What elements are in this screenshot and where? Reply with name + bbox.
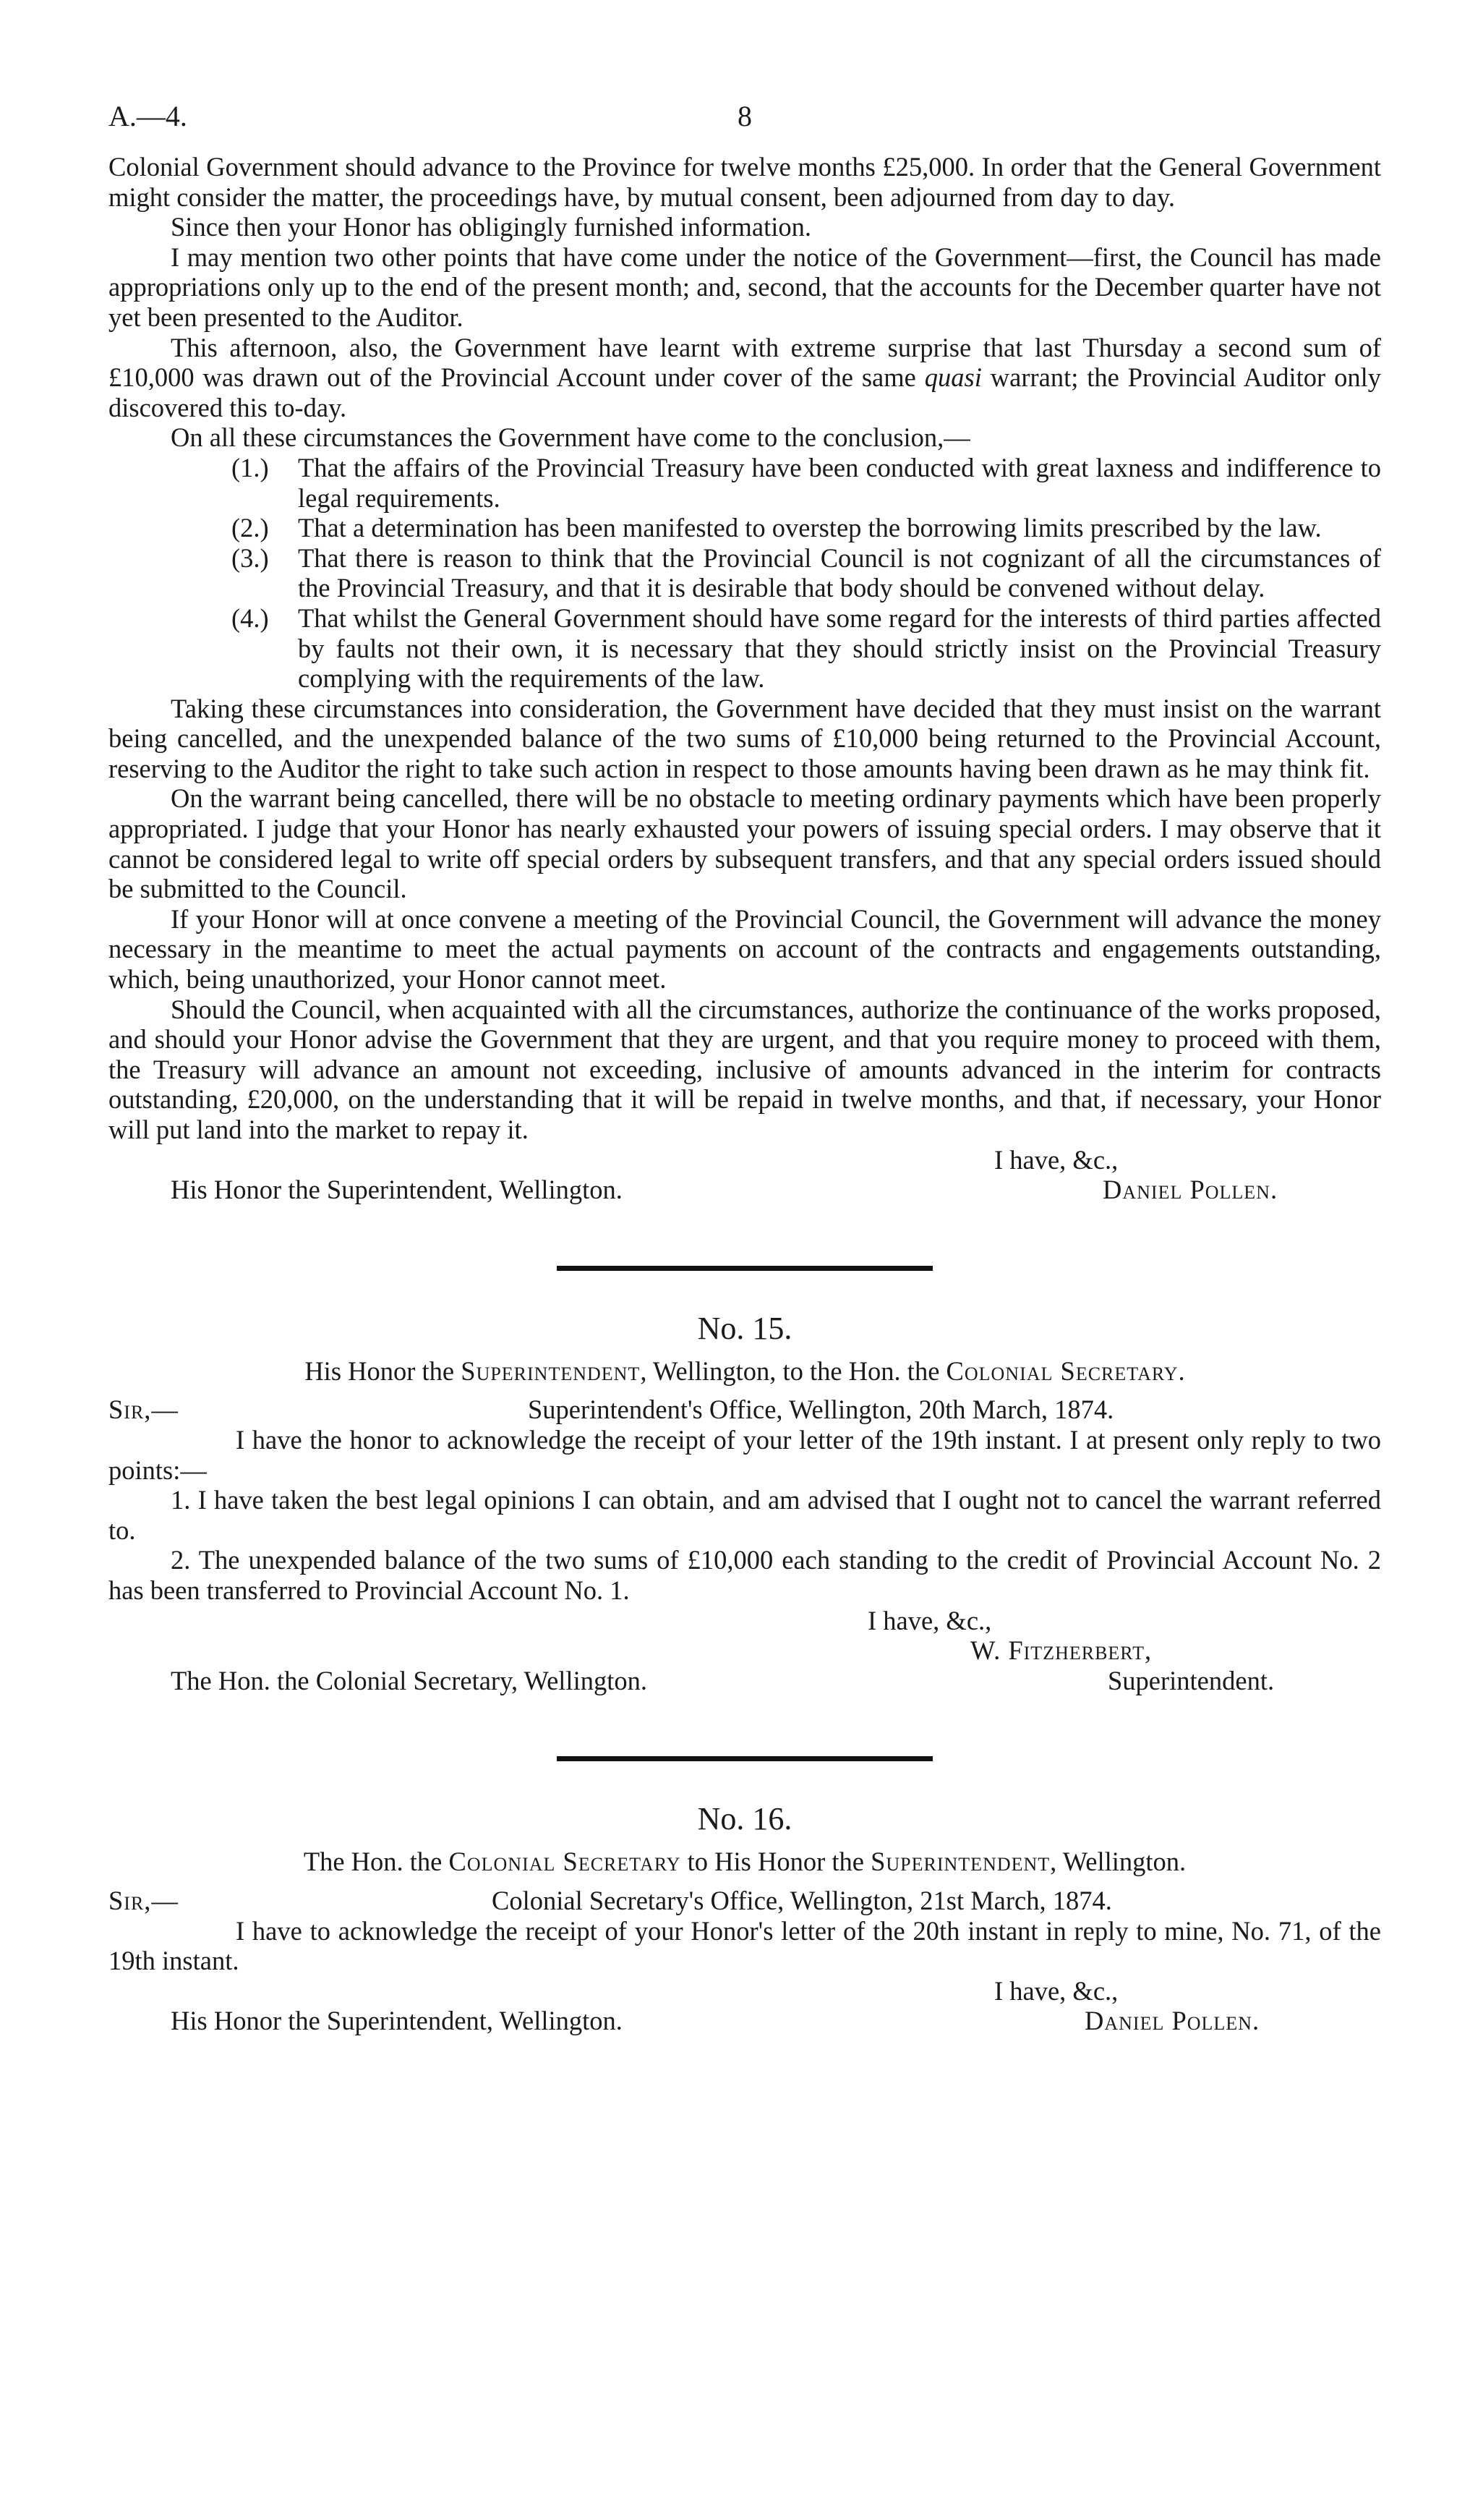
letter-number: No. 15.	[697, 1310, 792, 1346]
letter-16	[108, 1800, 1381, 2036]
page-number: 8	[738, 100, 752, 132]
paragraph: On the warrant being cancelled, there will be no obstacle to meeting ordinary payments which have been properly appropriated. I judge that your Honor has nearly exhausted your powers of issuing special orders. I may observe that it cannot be considered legal to write off special orders by subsequent transfers, and that any special orders issued should be submitted to the Council.	[108, 783, 1381, 904]
paragraph: I have the honor to acknowledge the receipt of your letter of the 19th instant. I at present only reply to two points:—	[108, 1424, 1381, 1485]
paragraph: 2. The unexpended balance of the two sums of £10,000 each standing to the credit of Provincial Account No. 2 has been transferred to Provincial Account No. 1.	[108, 1545, 1381, 1605]
addressee-row	[108, 1666, 1381, 1696]
addressee: His Honor the Superintendent, Wellington.	[171, 2006, 623, 2036]
section-divider	[557, 1756, 933, 1761]
place-date: Superintendent's Office, Wellington, 20th March, 1874.	[528, 1395, 1114, 1425]
addressee: The Hon. the Colonial Secretary, Wellington.	[171, 1665, 647, 1695]
paragraph: Since then your Honor has obligingly furnished information.	[171, 212, 811, 242]
signature: W. Fitzherbert,	[970, 1635, 1153, 1666]
addressee-row	[108, 1175, 1381, 1205]
letter-15	[108, 1310, 1381, 1696]
paragraph: Taking these circumstances into consideration, the Government have decided that they must insist on the warrant being cancelled, and the unexpended balance of the two sums of £10,000 being returned to the Provincial Account, reserving to the Auditor the right to take such action in respect to those amounts having been drawn as he may think fit.	[108, 693, 1381, 783]
list-item	[108, 453, 1381, 513]
list-text: That whilst the General Government should have some regard for the interests of third parties affected by faults not their own, it is necessary that they should strictly insist on the Provincial Treasury complying with the requirements of the law.	[298, 603, 1381, 694]
place-date: Colonial Secretary's Office, Wellington, 21st March, 1874.	[492, 1885, 1112, 1915]
closing: I have, &c.,	[868, 1605, 992, 1635]
closing: I have, &c.,	[994, 1975, 1119, 2006]
closing: I have, &c.,	[994, 1144, 1119, 1175]
document-reference: A.—4.	[108, 100, 187, 132]
signature: Daniel Pollen.	[1103, 1175, 1278, 1205]
letter-address: The Hon. the Colonial Secretary to His Honor the Superintendent, Wellington.	[303, 1847, 1187, 1877]
list-item	[108, 603, 1381, 694]
salutation-row	[108, 1395, 1381, 1425]
paragraph: I may mention two other points that have come under the notice of the Government—first, the Council has made appropriations only up to the end of the present month; and, second, that the accounts for the December quarter have not yet been presented to the Auditor.	[108, 242, 1381, 332]
signature-row	[108, 1635, 1381, 1666]
list-number: (2.)	[231, 513, 269, 543]
paragraph: Should the Council, when acquainted with all the circumstances, authorize the continuance of the works proposed, and should your Honor advise the Government that they are urgent, and that you require money to proceed with them, the Treasury will advance an amount not exceeding, inclusive of amounts advanced in the interim for contracts outstanding, £20,000, on the understanding that it will be repaid in twelve months, and that, if necessary, your Honor will put land into the market to repay it.	[108, 994, 1381, 1144]
addressee-row	[108, 2006, 1381, 2036]
paragraph: If your Honor will at once convene a meeting of the Provincial Council, the Government will advance the money necessary in the meantime to meet the actual payments on account of the contracts and engagements outstanding, which, being unauthorized, your Honor cannot meet.	[108, 903, 1381, 995]
signature-title: Superintendent.	[1108, 1665, 1275, 1695]
paragraph: 1. I have taken the best legal opinions I can obtain, and am advised that I ought not to cancel the warrant referred to.	[108, 1485, 1381, 1545]
closing-row	[108, 1976, 1381, 2006]
letter-number: No. 16.	[697, 1801, 792, 1837]
letter-address: His Honor the Superintendent, Wellington, to the Hon. the Colonial Secretary.	[304, 1355, 1185, 1386]
list-text: That there is reason to think that the Provincial Council is not cognizant of all the circumstances of the Provincial Treasury, and that it is desirable that body should be convened without delay.	[298, 542, 1381, 603]
closing-row	[108, 1606, 1381, 1636]
section-divider	[557, 1266, 933, 1271]
page-header	[108, 101, 1381, 152]
closing-row	[108, 1145, 1381, 1175]
italic-word: quasi	[924, 362, 982, 393]
list-number: (3.)	[231, 542, 269, 573]
list-number: (1.)	[231, 452, 269, 482]
list-text: That a determination has been manifested to overstep the borrowing limits prescribed by the law.	[298, 513, 1322, 543]
document-page	[108, 101, 1381, 2036]
list-number: (4.)	[231, 603, 269, 633]
letter-14-continuation	[108, 152, 1381, 1205]
conclusion-list	[108, 453, 1381, 694]
paragraph: Colonial Government should advance to the Province for twelve months £25,000. In order that the General Government might consider the matter, the proceedings have, by mutual consent, been adjourned from day to day.	[108, 152, 1381, 212]
signature: Daniel Pollen.	[1085, 2006, 1260, 2036]
salutation-row	[108, 1886, 1381, 1916]
paragraph: On all these circumstances the Government have come to the conclusion,—	[171, 422, 970, 453]
list-text: That the affairs of the Provincial Treasury have been conducted with great laxness and indifference to legal requirements.	[298, 452, 1381, 513]
addressee: His Honor the Superintendent, Wellington.	[171, 1175, 623, 1205]
list-item	[108, 543, 1381, 603]
paragraph: This afternoon, also, the Government have learnt with extreme surprise that last Thursday a second sum of £10,000 was drawn out of the Provincial Account under cover of the same quasi warrant; the Provincial Auditor only discovered this to-day.	[108, 332, 1382, 422]
list-item	[108, 513, 1381, 543]
salutation: Sir,—	[108, 1885, 179, 1915]
paragraph: I have to acknowledge the receipt of your Honor's letter of the 20th instant in reply to mine, No. 71, of the 19th instant.	[108, 1915, 1381, 1976]
salutation: Sir,—	[108, 1395, 179, 1425]
